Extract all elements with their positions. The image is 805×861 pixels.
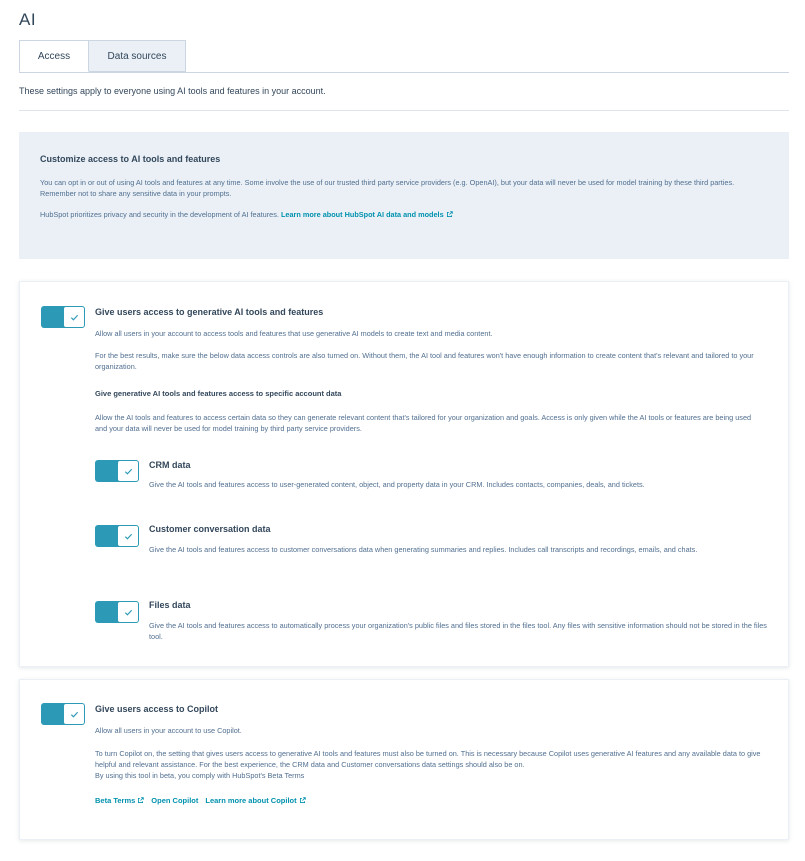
- check-icon: [124, 608, 133, 617]
- specific-data-heading: Give generative AI tools and features access to specific account data: [95, 389, 342, 398]
- tab-data-sources[interactable]: Data sources: [89, 40, 186, 72]
- learn-more-ai-data-link[interactable]: Learn more about HubSpot AI data and models: [281, 210, 453, 219]
- info-heading: Customize access to AI tools and features: [40, 154, 221, 164]
- conversation-data-text: Give the AI tools and features access to customer conversations data when generating summaries and replies. Includes call transcripts and recordings, emails, and chats.: [149, 545, 698, 554]
- crm-data-toggle[interactable]: [95, 460, 139, 482]
- files-data-toggle[interactable]: [95, 601, 139, 623]
- copilot-heading: Give users access to Copilot: [95, 704, 219, 714]
- files-data-text: Give the AI tools and features access to automatically process your organization's public files and files stored in the files tool. Any files with sensitive information should not be stored in the files tool.: [149, 621, 767, 641]
- specific-data-text: Allow the AI tools and features to access certain data so they can generate relevant content that's tailored for your organization and goals. Access is only given while the AI tools or features are being used and your data will never be used for model training by third party service providers.: [95, 413, 752, 433]
- external-link-icon: [299, 797, 306, 804]
- check-icon: [124, 467, 133, 476]
- copilot-toggle[interactable]: [41, 703, 85, 725]
- conversation-data-heading: Customer conversation data: [149, 524, 271, 534]
- conversation-data-toggle[interactable]: [95, 525, 139, 547]
- generative-ai-card: [19, 281, 789, 667]
- beta-terms-link[interactable]: Beta Terms: [95, 796, 144, 805]
- check-icon: [70, 710, 79, 719]
- tab-bar: [19, 40, 186, 72]
- info-box: [19, 132, 789, 259]
- check-icon: [70, 313, 79, 322]
- page-description: These settings apply to everyone using AI tools and features in your account.: [19, 86, 326, 96]
- tab-access[interactable]: Access: [19, 40, 89, 72]
- generative-ai-toggle[interactable]: [41, 306, 85, 328]
- open-copilot-link[interactable]: Open Copilot: [151, 796, 199, 805]
- crm-data-text: Give the AI tools and features access to user-generated content, object, and property data in your CRM. Includes contacts, companies, deals, and tickets.: [149, 480, 645, 489]
- info-paragraph-2-text: HubSpot prioritizes privacy and security in the development of AI features.: [40, 210, 279, 219]
- generative-ai-line-2: For the best results, make sure the below data access controls are also turned on. Without them, the AI tool and features won't have enough information to create content that's relevant and tailored to your organization.: [95, 351, 754, 371]
- copilot-line-3: By using this tool in beta, you comply with HubSpot's Beta Terms: [95, 771, 305, 780]
- tab-divider: [19, 72, 789, 73]
- learn-more-copilot-link[interactable]: Learn more about Copilot: [205, 796, 305, 805]
- external-link-icon: [137, 797, 144, 804]
- generative-ai-heading: Give users access to generative AI tools and features: [95, 307, 324, 317]
- copilot-line-2: To turn Copilot on, the setting that gives users access to generative AI tools and features must also be turned on. This is necessary because Copilot uses generative AI features and any available data to give helpful and relevant assistance. For the best experience, the CRM data and Customer conversations data settings should also be on.: [95, 749, 761, 769]
- files-data-heading: Files data: [149, 600, 191, 610]
- crm-data-heading: CRM data: [149, 460, 191, 470]
- info-paragraph-1: You can opt in or out of using AI tools and features at any time. Some involve the use of our trusted third party service providers (e.g. OpenAI), but your data will never be used for model training by these third parties. Remember not to share any sensitive data in your prompts.: [40, 178, 735, 198]
- copilot-links: [95, 796, 306, 805]
- copilot-card: [19, 679, 789, 840]
- info-paragraph-2: [40, 209, 760, 220]
- copilot-line-1: Allow all users in your account to use Copilot.: [95, 726, 242, 735]
- generative-ai-line-1: Allow all users in your account to access tools and features that use generative AI models to create text and media content.: [95, 329, 493, 338]
- check-icon: [124, 532, 133, 541]
- external-link-icon: [446, 211, 453, 218]
- page-title: AI: [19, 10, 37, 29]
- section-divider: [19, 110, 789, 111]
